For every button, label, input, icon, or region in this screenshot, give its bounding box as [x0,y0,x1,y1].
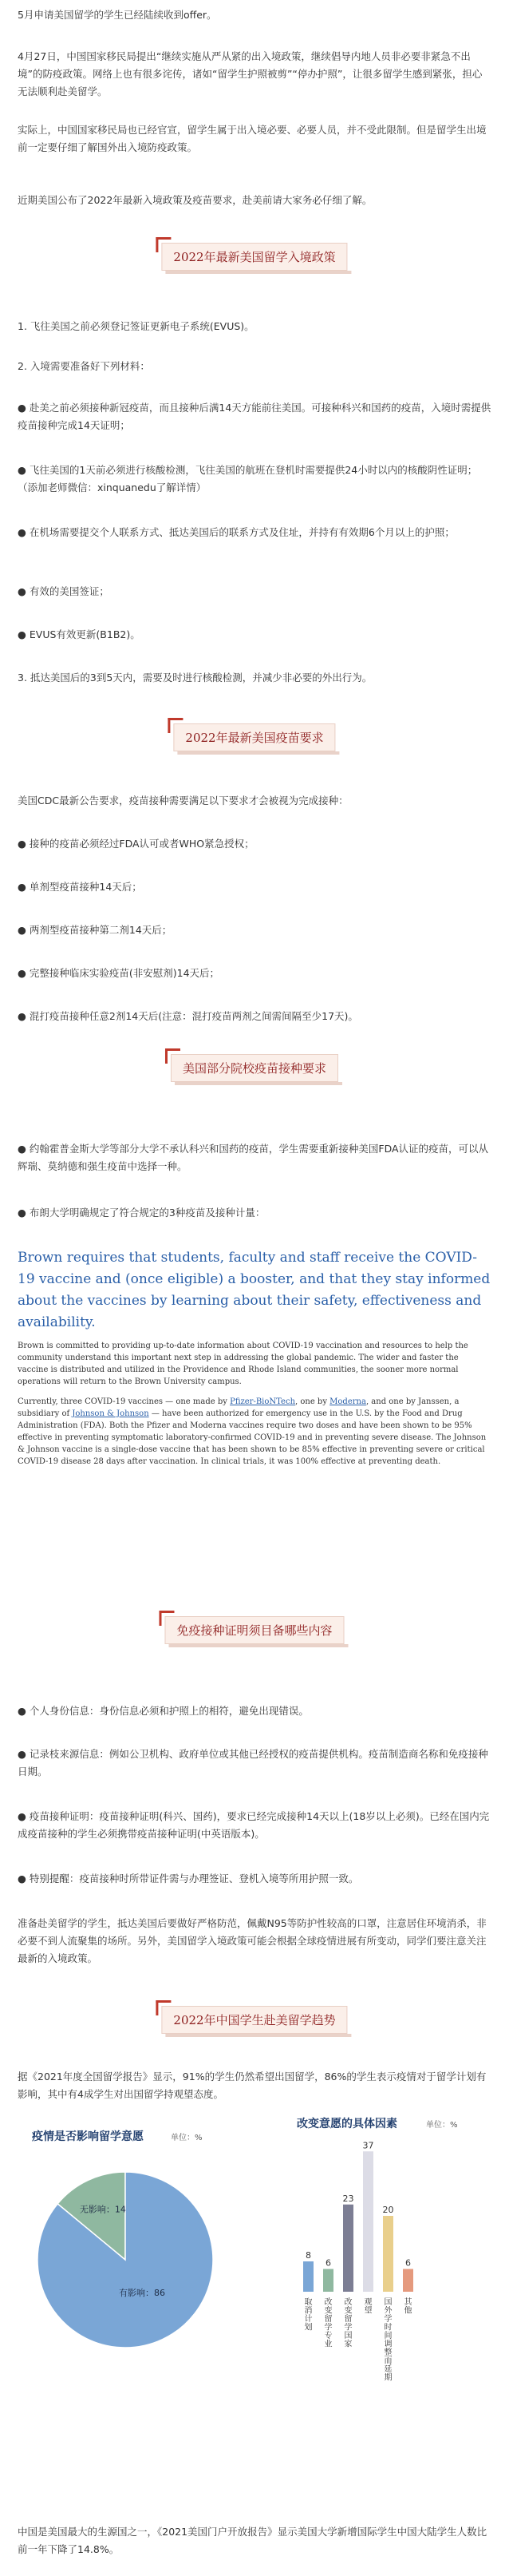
bar-category-char: 计 [304,2315,313,2324]
pie-data-label: 有影响：86 [119,2287,166,2298]
bar-category-char: 取 [304,2298,313,2307]
section-title: 免疫接种证明须目备哪些内容 [176,1623,333,1638]
bar-category-char: 变 [344,2306,353,2316]
bar-category-char: 其 [404,2298,412,2307]
section-intro: 美国CDC最新公告要求，疫苗接种需要满足以下要求才会被视为完成接种： [18,795,349,806]
bar-value-label: 23 [342,2193,354,2204]
list-item: ● 单剂型疫苗接种14天后； [18,881,142,893]
text-run: — have been authorized for emergency use in the U.S. by the Food and Drug Administration (FDA). Both the Pfizer and Moderna vaccines require two doses and have been shown to be 95% effective in preventing symptomatic laboratory-confirmed COVID-19 and in preventing severe disease. The Johnson & Johnson vaccine is a single-dose vaccine that has been shown to be 85% effective in preventing severe or critical COVID-19 disease 28 days after vaccination. In clinical trials, it was 100% effective at preventing death. [18,1409,487,1466]
bar-category-label [305,2297,313,2332]
bar-chart-title: 改变意愿的具体因素 [297,2118,397,2130]
bar-category-char: 观 [364,2298,373,2307]
bar-category-char: 而 [384,2356,393,2366]
bar-category-char: 专 [324,2332,333,2340]
closing-paragraph: 中国是美国最大的生源国之一，《2021美国门户开放报告》显示美国大学新增国际学生中国大陆学生人数比前一年下降了14.8%。 [18,2526,487,2555]
list-item: 1. 飞往美国之前必须登记签证更新电子系统(EVUS)。 [18,320,254,332]
list-item: 2. 入境需要准备好下列材料： [18,360,150,372]
text-run: , and one by Janssen, a subsidiary of [18,1397,460,1418]
brown-university-excerpt [18,1247,491,1476]
list-item: ● 记录枝来源信息：例如公卫机构、政府单位或其他已经授权的疫苗提供机构。疫苗制造商名称和免疫接种日期。 [18,1748,488,1777]
list-item: ● 飞往美国的1天前必须进行核酸检测，飞往美国的航班在登机时需要提供24小时以内的核酸阴性证明；（添加老师微信：xinquanedu了解详情） [18,464,478,493]
bar-category-label [404,2297,413,2316]
bar [303,2261,314,2292]
section-title: 2022年中国学生赴美留学趋势 [173,2013,336,2027]
list-item: ● 布朗大学明确规定了符合规定的3种疫苗及接种计量： [18,1207,266,1219]
intro-paragraph-2: 4月27日，中国国家移民局提出“继续实施从严从紧的出入境政策，继续倡导内地人员非必要非紧急不出境”的防疫政策。网络上也有很多诧传，诸如“留学生护照被剪”“停办护照”，让很多留学生感到紧张，担心无法顺利赴美留学。 [18,50,483,97]
bar-category-char: 变 [324,2306,333,2316]
bar-value-label: 8 [306,2250,311,2261]
bar-category-char: 家 [344,2340,353,2349]
pie-chart-unit: 单位：% [171,2134,203,2142]
list-item: ● 在机场需要提交个人联系方式、抵达美国后的联系方式及住址，并持有有效期6个月以上的护照； [18,526,455,538]
section-heading-proof-contents [164,1616,344,1644]
section-note: 准备赴美留学的学生，抵达美国后要做好严格防范，佩戴N95等防护性较高的口罩，注意居住环境消杀，非必要不到人流聚集的场所。另外，美国留学入境政策可能会根据全球疫情进展有所变动，同学们要注意关注最新的入境政策。 [18,1917,487,1964]
list-item: ● 约翰霍普金斯大学等部分大学不承认科兴和国药的疫苗，学生需要重新接种美国FDA认证的疫苗，可以从辉瑞、莫纳德和强生疫苗中选择一种。 [18,1143,489,1172]
bar-category-label [345,2297,353,2349]
section-title: 美国部分院校疫苗接种要求 [182,1061,327,1076]
bar-category-char: 时 [384,2323,393,2332]
brown-paragraph-1: Brown is committed to providing up-to-date information about COVID-19 vaccination and resources to help the community understand this important next step in addressing the global pandemic. The wider and faster the vaccine is distributed and utilized in the Providence and Rhode Island communities, the sooner more normal operations will return to the Brown University campus. [18,1342,468,1386]
list-item: ● 个人身份信息：身份信息必须和护照上的相符，避免出现错误。 [18,1705,309,1717]
bar-category-char: 业 [324,2340,333,2349]
list-item: 3. 抵达美国后的3到5天内，需要及时进行核酸检测，并减少非必要的外出行为。 [18,672,373,684]
bar-category-char: 消 [304,2306,313,2316]
bar-category-char: 国 [384,2298,393,2307]
list-item: ● 特别提醒：疫苗接种时所带证件需与办理签证、登机入境等所用护照一致。 [18,1873,359,1884]
list-item: ● 完整接种临床实验疫苗(非安慰剂)14天后； [18,967,220,979]
bar-category-char: 改 [344,2298,353,2307]
bar-category-char: 国 [344,2332,353,2340]
bar-category-label [385,2297,393,2383]
bar-value-label: 37 [362,2140,374,2151]
brown-paragraph-2 [18,1396,491,1468]
list-item: ● 有效的美国签证； [18,585,109,597]
moderna-link[interactable]: Moderna [329,1397,366,1406]
bar [343,2205,353,2292]
list-item: ● EVUS有效更新(B1B2)。 [18,628,140,640]
bar-category-char: 间 [384,2332,393,2340]
bar-category-char: 调 [384,2340,393,2349]
section-heading-vaccine-requirements [173,723,335,751]
intro-paragraph-1: 5月申请美国留学的学生已经陆续收到offer。 [18,9,217,21]
bar-category-char: 望 [364,2306,373,2316]
list-item: ● 赴美之前必须接种新冠疫苗，而且接种后满14天方能前往美国。可接种科兴和国药的疫苗，入境时需提供疫苗接种完成14天证明； [18,402,491,431]
section-heading-study-trend [161,2006,347,2034]
bar-category-char: 留 [344,2315,353,2324]
bar-category-char: 他 [404,2306,412,2316]
list-item: ● 混打疫苗接种任意2剂14天后(注意：混打疫苗两剂之间需间隔至少17天)。 [18,1010,358,1022]
jnj-link[interactable]: Johnson & Johnson [72,1409,149,1418]
section-intro: 据《2021年度全国留学报告》显示，91%的学生仍然希望出国留学，86%的学生表示疫情对于留学计划有影响，其中有4成学生对出国留学持观望态度。 [18,2071,487,2100]
section-heading-entry-policy [161,243,347,271]
text-run: Currently, three COVID-19 vaccines — one made by [18,1397,231,1406]
pie-chart-title: 疫情是否影响留学意愿 [32,2130,144,2143]
bar [383,2216,393,2292]
bar [363,2151,373,2292]
bar-category-char: 划 [304,2323,313,2332]
bar [403,2269,413,2293]
section-title: 2022年最新美国疫苗要求 [185,731,324,745]
bar-chart-unit: 单位：% [426,2121,458,2130]
bar-category-char: 学 [344,2323,353,2332]
bar [323,2269,333,2293]
bar-value-label: 6 [405,2257,411,2269]
section-title: 2022年最新美国留学入境政策 [173,250,336,264]
bar-value-label: 6 [326,2257,331,2269]
bar-category-char: 学 [384,2315,393,2324]
intro-paragraph-4: 近期美国公布了2022年最新入境政策及疫苗要求，赴美前请大家务必仔细了解。 [18,194,373,206]
list-item: ● 疫苗接种证明：疫苗接种证明(科兴、国药)，要求已经完成接种14天以上(18岁以上必须)。已经在国内完成疫苗接种的学生必须携带疫苗接种证明(中英语版本)。 [18,1810,490,1840]
list-item: ● 两剂型疫苗接种第二剂14天后； [18,924,172,936]
bar-category-label [365,2297,373,2316]
bar-value-label: 20 [382,2205,394,2215]
bar-category-char: 学 [324,2323,333,2332]
section-heading-school-requirements [171,1054,338,1082]
pfizer-link[interactable]: Pfizer-BioNTech [230,1397,296,1406]
bar-category-char: 期 [384,2373,393,2383]
bar-category-char: 外 [384,2306,393,2316]
survey-charts [18,2108,491,2383]
bar-category-label [325,2297,333,2349]
text-run: , one by [295,1397,330,1406]
bar-category-char: 延 [384,2365,393,2374]
bar-category-char: 留 [324,2315,333,2324]
bar-category-char: 整 [384,2348,393,2357]
intro-paragraph-3: 实际上，中国国家移民局也已经官宣，留学生属于出入境必要、必要人员，并不受此限制。但是留学生出境前一定要仔细了解国外出入境防疫政策。 [18,124,487,153]
list-item: ● 接种的疫苗必须经过FDA认可或者WHO紧急授权； [18,838,254,850]
pie-data-label: 无影响：14 [79,2204,126,2215]
bar-category-char: 改 [324,2298,333,2307]
brown-headline: Brown requires that students, faculty and staff receive the COVID-19 vaccine and (once eligible) a booster, and that they stay informed about the vaccines by learning about their safety, effectiveness and availability. [18,1250,491,1330]
